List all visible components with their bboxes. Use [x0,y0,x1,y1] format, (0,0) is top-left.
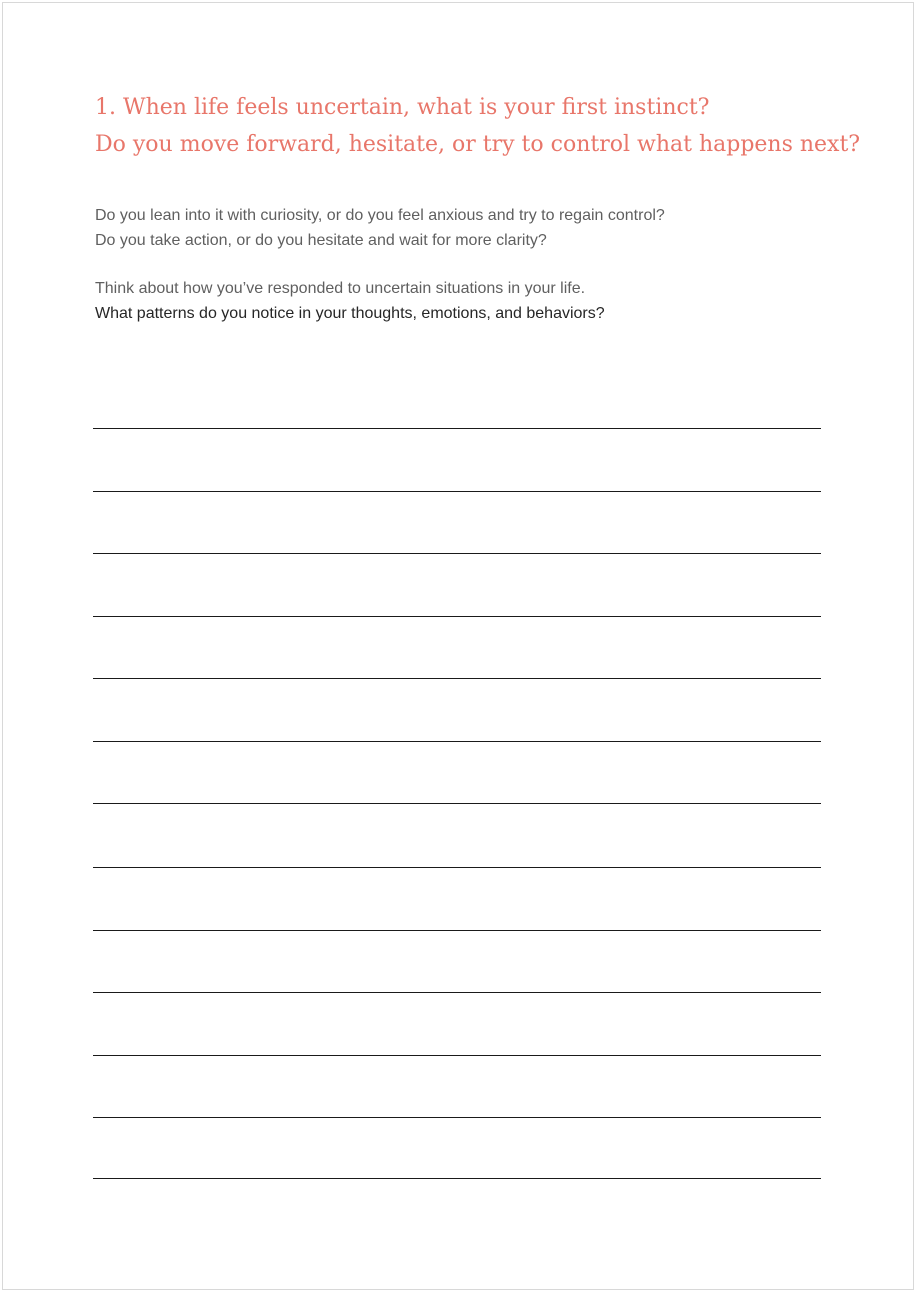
prompt-2-line-1: Think about how you’ve responded to uncertain situations in your life. [95,280,586,297]
prompt-2-line-2: What patterns do you notice in your thoughts, emotions, and behaviors? [95,304,605,322]
writing-line [93,1178,821,1179]
writing-line [93,1117,821,1118]
writing-line [93,553,821,554]
writing-line [93,491,821,492]
writing-line [93,803,821,804]
writing-line [93,741,821,742]
writing-line [93,1055,821,1056]
writing-line [93,992,821,993]
writing-line [93,678,821,679]
question-line-2: Do you move forward, hesitate, or try to control what happens next? [95,132,861,157]
writing-line [93,428,821,429]
writing-area[interactable] [93,0,823,1294]
writing-line [93,930,821,931]
writing-line [93,616,821,617]
prompt-1-line-2: Do you take action, or do you hesitate and wait for more clarity? [95,231,547,249]
writing-line [93,867,821,868]
prompt-1-line-1: Do you lean into it with curiosity, or do you feel anxious and try to regain control? [95,207,665,224]
question-line-1: 1. When life feels uncertain, what is your first instinct? [95,95,710,120]
